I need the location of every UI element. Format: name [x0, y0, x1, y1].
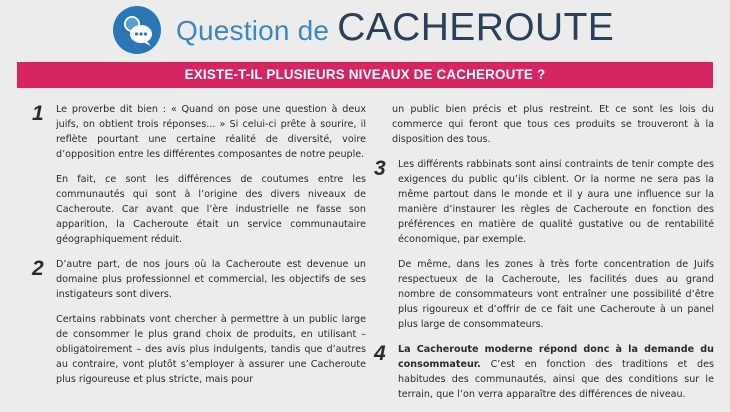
paragraph: Le proverbe dit bien : « Quand on pose une question à deux juifs, on obtient trois réponses... » Si celui-ci prête à sourire, il reflète pourtant une certaine réalité de diversité, voire d’opposition entre les différentes composantes de notre peuple.	[56, 104, 366, 160]
section-3	[374, 157, 714, 332]
section-4	[374, 342, 714, 402]
title-prefix: Question de	[176, 15, 330, 46]
paragraph: Certains rabbinats vont chercher à permettre à un public large de consommer le plus grand choix de produits, en utilisant – obligatoirement – des avis plus indulgents, tandis que d’autres au contraire, vont plutôt s’employer à assurer une Cacheroute plus rigoureuse et plus stricte, mais pour	[56, 314, 366, 385]
section-1	[32, 102, 366, 247]
section-number: 1	[32, 102, 44, 125]
section-number: 2	[32, 257, 44, 280]
paragraph: D’autre part, de nos jours où la Cacheroute est devenue un domaine plus professionnel et commercial, les objectifs de ses instigateurs sont divers.	[56, 259, 366, 300]
section-number: 3	[374, 157, 386, 180]
paragraph-continued: un public bien précis et plus restreint. Et ce sont les lois du commerce qui feront que tous ces produits se trouveront à la disposition des tous.	[392, 104, 714, 145]
question-banner: EXISTE-T-IL PLUSIEURS NIVEAUX DE CACHEROUTE ?	[17, 62, 713, 88]
title-main: CACHEROUTE	[337, 6, 615, 49]
right-column	[374, 102, 714, 412]
paragraph-text: C’est en fonction des traditions et des habitudes des communautés, ainsi que des conditions sur le terrain, que l’on verra apparaître des différences de niveau.	[398, 359, 714, 400]
header	[0, 0, 730, 60]
paragraph: Les différents rabbinats sont ainsi contraints de tenir compte des exigences du public qu’ils ciblent. Or la norme ne sera pas la même partout dans le monde et il y aura une influence sur la manière d’instaurer les règles de Cacheroute en fonction des préférences en matière de qualité gustative ou de rentabilité économique, par exemple.	[398, 159, 714, 245]
chat-bubble-icon	[113, 6, 161, 54]
section-number: 4	[374, 342, 386, 365]
bold-statement: La Cacheroute moderne répond donc à la demande du consommateur.	[398, 344, 714, 370]
page-title	[176, 6, 614, 54]
paragraph	[398, 342, 714, 402]
left-column	[32, 102, 366, 397]
paragraph: De même, dans les zones à très forte concentration de Juifs respectueux de la Cacheroute, les facilités dues au grand nombre de consommateurs vont entraîner une possibilité d’être plus rigoureux et d’offrir de ce fait une Cacheroute à un panel plus large de consommateurs.	[398, 259, 714, 330]
section-2	[32, 257, 366, 387]
paragraph: En fait, ce sont les différences de coutumes entre les communautés qui sont à l’origine des divers niveaux de Cacheroute. Car avant que l’ère industrielle ne fasse son apparition, la Cacheroute était un service communautaire géographiquement réduit.	[56, 174, 366, 245]
content-columns	[0, 102, 730, 400]
